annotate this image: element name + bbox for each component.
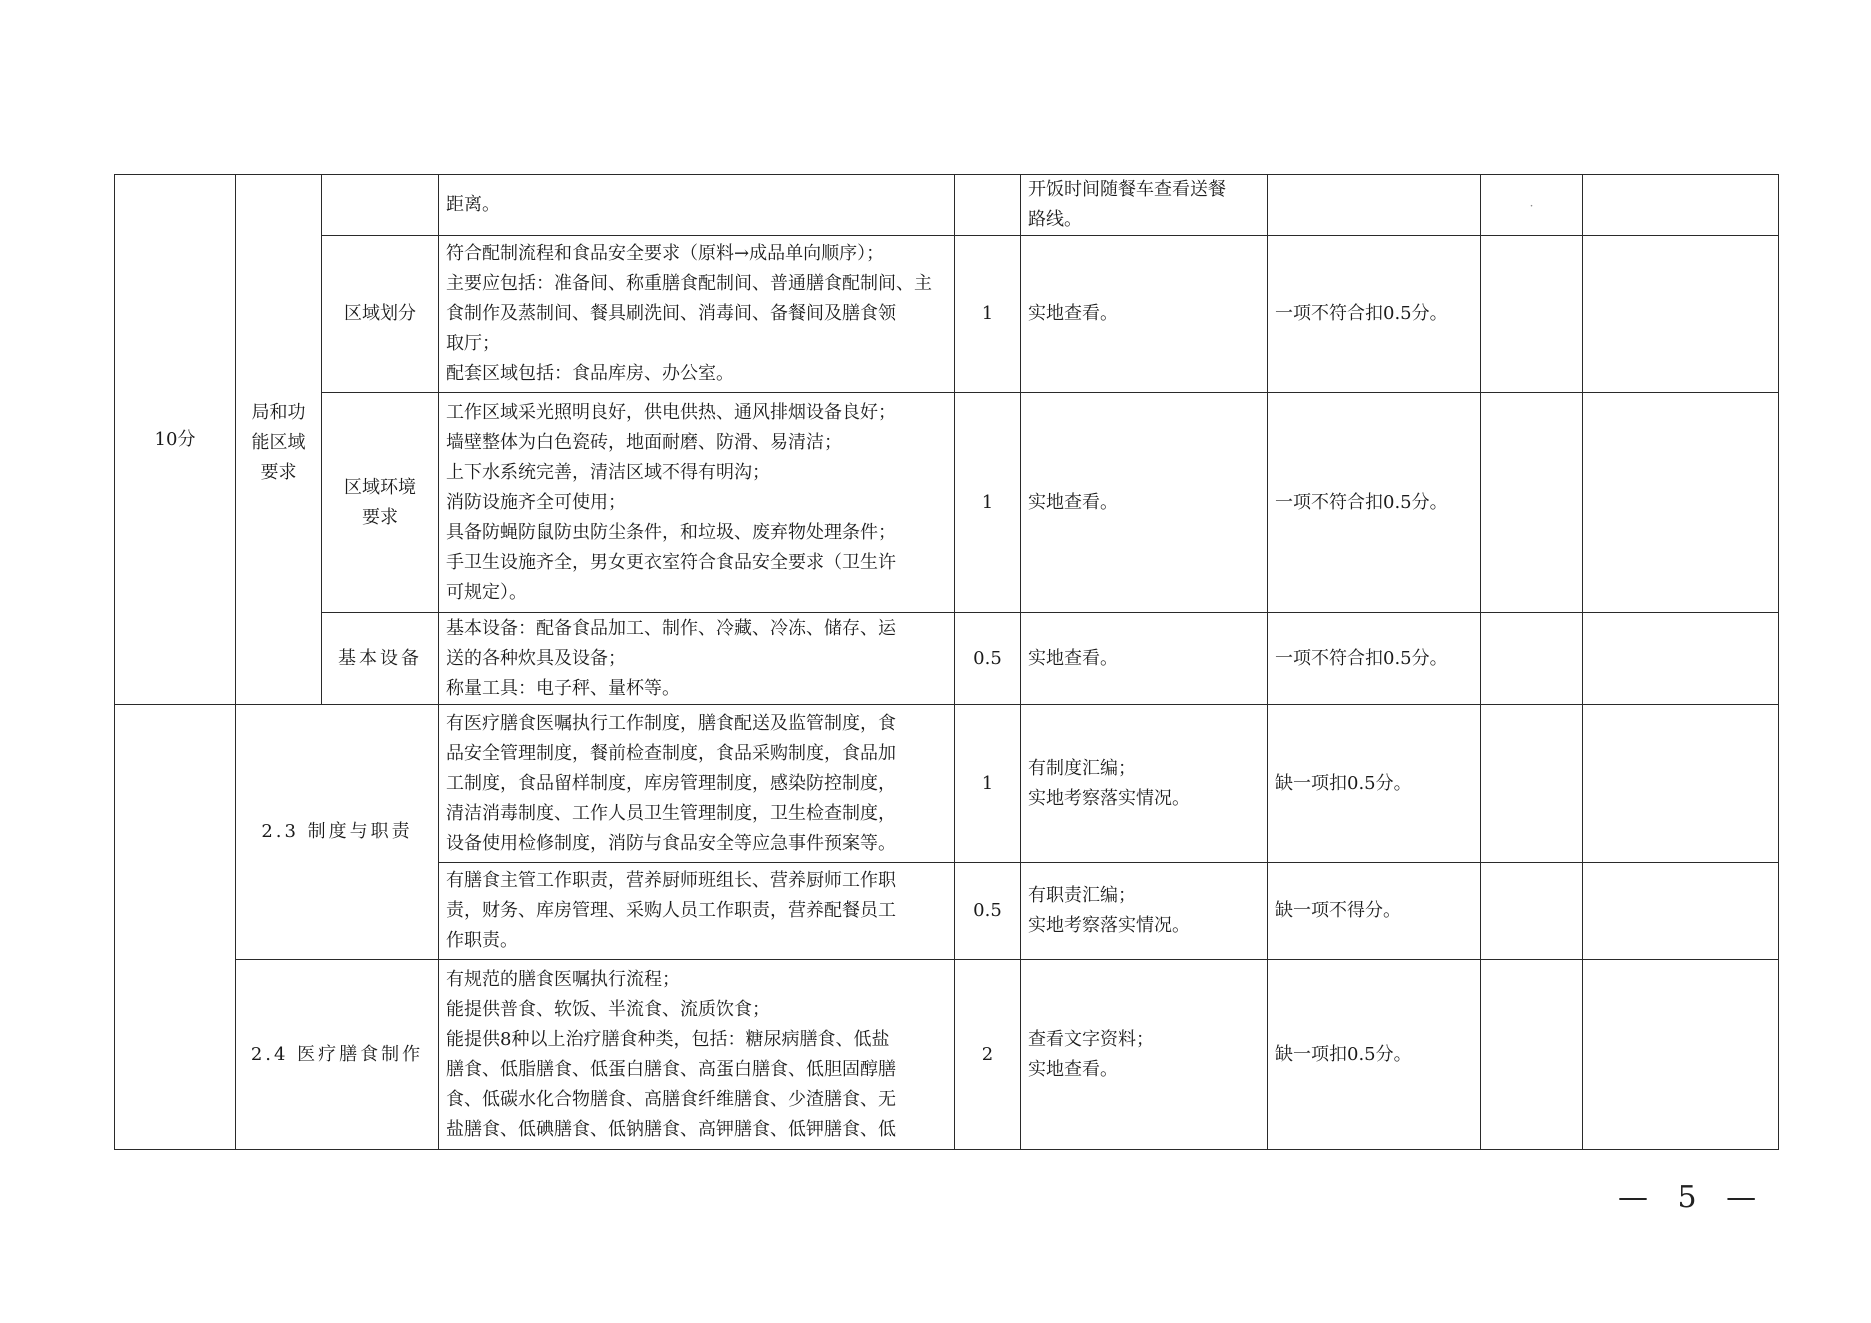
- blank-cell: [1583, 705, 1779, 863]
- category-score-cell: 10分: [115, 175, 236, 705]
- blank-cell: ·: [1481, 175, 1583, 236]
- blank-cell: [1583, 236, 1779, 393]
- subitem-cell: 区域划分: [322, 236, 439, 393]
- section-2-4-label: 2.4 医疗膳食制作: [236, 960, 439, 1150]
- page-number: — 5 —: [1618, 1180, 1767, 1215]
- content-cell: 基本设备：配备食品加工、制作、冷藏、冷冻、储存、运 送的各种炊具及设备； 称量工具：电子秤、量杯等。: [439, 613, 955, 705]
- blank-cell: [1583, 175, 1779, 236]
- method-cell: 有职责汇编； 实地考察落实情况。: [1021, 863, 1268, 960]
- content-cell: 工作区域采光照明良好，供电供热、通风排烟设备良好； 墙壁整体为白色瓷砖，地面耐磨、防滑、易清洁； 上下水系统完善，清洁区域不得有明沟； 消防设施齐全可使用； 具备防蝇防鼠防虫防尘条件，和垃圾、废弃物处理条件； 手卫生设施齐全，男女更衣室符合食品安全要求（卫生许 可规定）。: [439, 393, 955, 613]
- subitem-cell: 区域环境 要求: [322, 393, 439, 613]
- blank-cell: [1481, 393, 1583, 613]
- table-row: [115, 236, 1779, 393]
- subitem-cell: [322, 175, 439, 236]
- deduction-cell: 缺一项扣0.5分。: [1268, 960, 1481, 1150]
- content-cell: 有膳食主管工作职责，营养厨师班组长、营养厨师工作职 责，财务、库房管理、采购人员工作职责，营养配餐员工 作职责。: [439, 863, 955, 960]
- deduction-cell: 一项不符合扣0.5分。: [1268, 613, 1481, 705]
- deduction-cell: 缺一项扣0.5分。: [1268, 705, 1481, 863]
- blank-cell: [1481, 960, 1583, 1150]
- table-row: [115, 175, 1779, 236]
- score-cell: 1: [955, 236, 1021, 393]
- score-cell: 0.5: [955, 613, 1021, 705]
- content-cell: 有医疗膳食医嘱执行工作制度，膳食配送及监管制度，食 品安全管理制度，餐前检查制度，食品采购制度，食品加 工制度，食品留样制度，库房管理制度，感染防控制度， 清洁消毒制度、工作人员卫生管理制度，卫生检查制度， 设备使用检修制度，消防与食品安全等应急事件预案等。: [439, 705, 955, 863]
- blank-cell: [1481, 613, 1583, 705]
- deduction-cell: 缺一项不得分。: [1268, 863, 1481, 960]
- method-cell: 实地查看。: [1021, 393, 1268, 613]
- content-cell: 有规范的膳食医嘱执行流程； 能提供普食、软饭、半流食、流质饮食； 能提供8种以上治疗膳食种类，包括：糖尿病膳食、低盐 膳食、低脂膳食、低蛋白膳食、高蛋白膳食、低胆固醇膳 食、低碳水化合物膳食、高膳食纤维膳食、少渣膳食、无 盐膳食、低碘膳食、低钠膳食、高钾膳食、低钾膳食、低: [439, 960, 955, 1150]
- deduction-cell: [1268, 175, 1481, 236]
- content-cell: 距离。: [439, 175, 955, 236]
- score-cell: 1: [955, 393, 1021, 613]
- blank-cell: [1481, 863, 1583, 960]
- section-2-3-label: 2.3 制度与职责: [236, 705, 439, 960]
- deduction-cell: 一项不符合扣0.5分。: [1268, 236, 1481, 393]
- blank-cell: [1481, 236, 1583, 393]
- score-cell: 2: [955, 960, 1021, 1150]
- method-cell: 开饭时间随餐车查看送餐 路线。: [1021, 175, 1268, 236]
- blank-cell: [1583, 613, 1779, 705]
- blank-cell: [1583, 863, 1779, 960]
- method-cell: 实地查看。: [1021, 236, 1268, 393]
- evaluation-table: [114, 174, 1779, 1150]
- content-cell: 符合配制流程和食品安全要求（原料→成品单向顺序）； 主要应包括：准备间、称重膳食配制间、普通膳食配制间、主 食制作及蒸制间、餐具刷洗间、消毒间、备餐间及膳食领 取厅； 配套区域包括：食品库房、办公室。: [439, 236, 955, 393]
- table-row: [115, 393, 1779, 613]
- blank-cell: [115, 705, 236, 1150]
- method-cell: 有制度汇编； 实地考察落实情况。: [1021, 705, 1268, 863]
- method-cell: 查看文字资料； 实地查看。: [1021, 960, 1268, 1150]
- score-cell: 1: [955, 705, 1021, 863]
- deduction-cell: 一项不符合扣0.5分。: [1268, 393, 1481, 613]
- table-row: [115, 705, 1779, 863]
- category-2-2-cell: 局和功 能区域 要求: [236, 175, 322, 705]
- blank-cell: [1481, 705, 1583, 863]
- subitem-cell: 基本设备: [322, 613, 439, 705]
- table-row: [115, 613, 1779, 705]
- blank-cell: [1583, 960, 1779, 1150]
- score-cell: 0.5: [955, 863, 1021, 960]
- method-cell: 实地查看。: [1021, 613, 1268, 705]
- blank-cell: [1583, 393, 1779, 613]
- table-row: [115, 960, 1779, 1150]
- score-cell: [955, 175, 1021, 236]
